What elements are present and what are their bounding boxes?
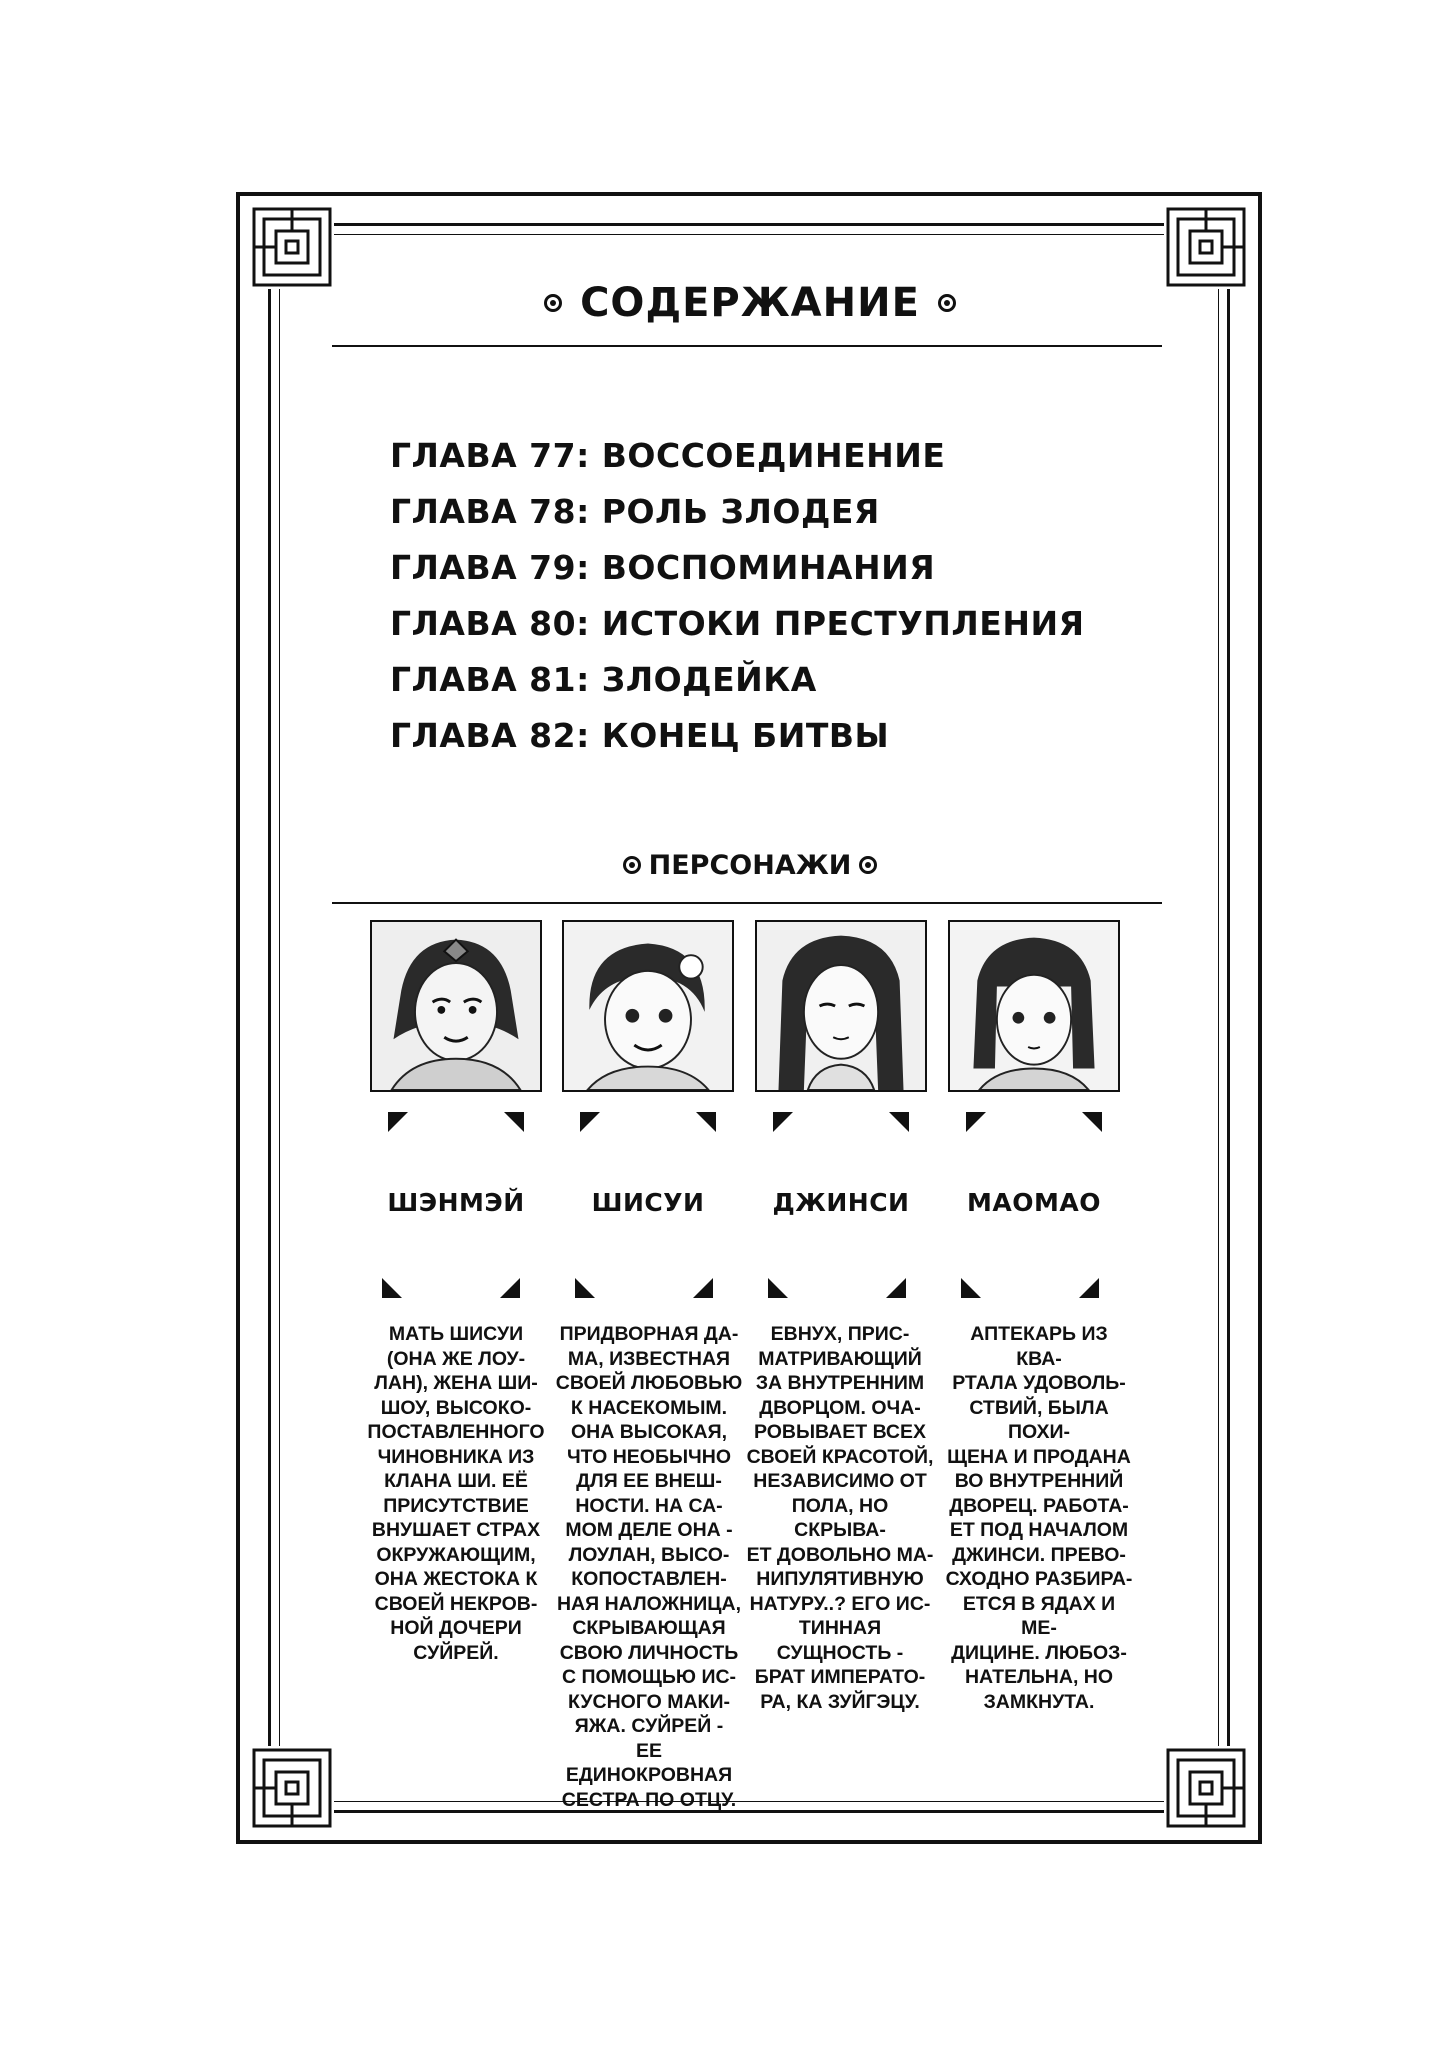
character-description: АПТЕКАРЬ ИЗ КВА- РТАЛА УДОВОЛЬ- СТВИЙ, БЫЛА ПОХИ- ЩЕНА И ПРОДАНА ВО ВНУТРЕННИЙ ДВОРЕЦ. РАБОТА- ЕТ ПОД НАЧАЛОМ ДЖИНСИ. ПРЕВО- СХОДНО РАЗБИРА- ЕТСЯ В ЯДАХ И МЕ- ДИЦИНЕ. ЛЮБОЗ- НАТЕЛЬНА, НО ЗАМКНУТА. bbox=[945, 1323, 1133, 1713]
triangle-mark-icon bbox=[693, 1278, 713, 1298]
portrait-shisui bbox=[562, 920, 734, 1092]
chapter-item: ГЛАВА 80: ИСТОКИ ПРЕСТУПЛЕНИЯ bbox=[390, 604, 1085, 643]
triangle-mark-icon bbox=[388, 1112, 408, 1132]
triangle-mark-icon bbox=[575, 1278, 595, 1298]
page-title: СОДЕРЖАНИЕ bbox=[580, 280, 920, 326]
character-description: ЕВНУХ, ПРИС- МАТРИВАЮЩИЙ ЗА ВНУТРЕННИМ ДВОРЦОМ. ОЧА- РОВЫВАЕТ ВСЕХ СВОЕЙ КРАСОТОЙ, НЕЗАВИСИМО ОТ ПОЛА, НО СКРЫВА- ЕТ ДОВОЛЬНО МА- НИПУЛЯТИВНУЮ НАТУРУ..? ЕГО ИС- ТИННАЯ СУЩНОСТЬ - БРАТ ИМПЕРАТО- РА, КА ЗУЙГЭЦУ. bbox=[746, 1323, 934, 1713]
ring-bullet-icon bbox=[544, 294, 562, 312]
ring-bullet-icon bbox=[623, 856, 641, 874]
triangle-mark-icon bbox=[768, 1278, 788, 1298]
triangle-mark-icon bbox=[580, 1112, 600, 1132]
triangle-mark-icon bbox=[504, 1112, 524, 1132]
triangle-mark-icon bbox=[382, 1278, 402, 1298]
characters-header bbox=[330, 840, 1170, 890]
corner-ornament-bottom-left bbox=[250, 1746, 334, 1830]
chapter-list bbox=[390, 428, 1090, 764]
triangle-mark-icon bbox=[500, 1278, 520, 1298]
chapter-item: ГЛАВА 82: КОНЕЦ БИТВЫ bbox=[390, 716, 890, 755]
character-name: ШЭНМЭЙ bbox=[387, 1188, 525, 1217]
character-description: ПРИДВОРНАЯ ДА- МА, ИЗВЕСТНАЯ СВОЕЙ ЛЮБОВЬЮ К НАСЕКОМЫМ. ОНА ВЫСОКАЯ, ЧТО НЕОБЫЧНО ДЛЯ ЕЕ ВНЕШ- НОСТИ. НА СА- МОМ ДЕЛЕ ОНА - ЛОУЛАН, ВЫСО- КОПОСТАВЛЕН- НАЯ НАЛОЖНИЦА, СКРЫВАЮЩАЯ СВОЮ ЛИЧНОСТЬ С ПОМОЩЬЮ ИС- КУСНОГО МАКИ- ЯЖА. СУЙРЕЙ - ЕЕ ЕДИНОКРОВНАЯ СЕСТРА ПО ОТЦУ. bbox=[555, 1323, 743, 1811]
triangle-mark-icon bbox=[696, 1112, 716, 1132]
character-name: МАОМАО bbox=[967, 1188, 1101, 1217]
triangle-mark-icon bbox=[886, 1278, 906, 1298]
corner-ornament-top-left bbox=[250, 205, 334, 289]
corner-ornament-top-right bbox=[1164, 205, 1248, 289]
chapter-item: ГЛАВА 81: ЗЛОДЕЙКА bbox=[390, 660, 817, 699]
triangle-mark-icon bbox=[773, 1112, 793, 1132]
title-divider bbox=[332, 345, 1162, 347]
chapter-item: ГЛАВА 79: ВОСПОМИНАНИЯ bbox=[390, 548, 936, 587]
corner-ornament-bottom-right bbox=[1164, 1746, 1248, 1830]
triangle-mark-icon bbox=[1079, 1278, 1099, 1298]
character-description: МАТЬ ШИСУИ (ОНА ЖЕ ЛОУ- ЛАН), ЖЕНА ШИ- ШОУ, ВЫСОКО- ПОСТАВЛЕННОГО ЧИНОВНИКА ИЗ КЛАНА ШИ. ЕЁ ПРИСУТСТВИЕ ВНУШАЕТ СТРАХ ОКРУЖАЮЩИМ, ОНА ЖЕСТОКА К СВОЕЙ НЕКРОВ- НОЙ ДОЧЕРИ СУЙРЕЙ. bbox=[367, 1323, 545, 1664]
chapter-item: ГЛАВА 78: РОЛЬ ЗЛОДЕЯ bbox=[390, 492, 880, 531]
ring-bullet-icon bbox=[938, 294, 956, 312]
triangle-mark-icon bbox=[966, 1112, 986, 1132]
portrait-maomao bbox=[948, 920, 1120, 1092]
chapter-item: ГЛАВА 77: ВОССОЕДИНЕНИЕ bbox=[390, 436, 946, 475]
character-name: ШИСУИ bbox=[591, 1188, 705, 1217]
triangle-mark-icon bbox=[1082, 1112, 1102, 1132]
triangle-mark-icon bbox=[889, 1112, 909, 1132]
portrait-shenmei bbox=[370, 920, 542, 1092]
ring-bullet-icon bbox=[859, 856, 877, 874]
characters-divider bbox=[332, 902, 1162, 904]
contents-header bbox=[330, 270, 1170, 336]
triangle-mark-icon bbox=[961, 1278, 981, 1298]
characters-heading: ПЕРСОНАЖИ bbox=[648, 849, 852, 881]
character-name: ДЖИНСИ bbox=[772, 1188, 910, 1217]
portrait-jinshi bbox=[755, 920, 927, 1092]
